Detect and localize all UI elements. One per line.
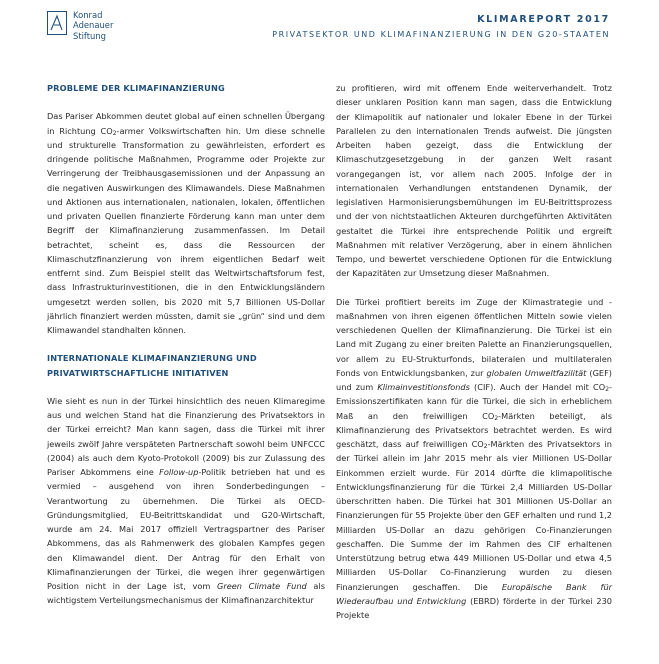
text-run: -armer Volkswirtschaften hin. Um diese schnelle und strukturelle Transformation zu gewährleisten, erfordert es dringende politische Maßnahmen, Programme oder Projekte zur Verringerung der Treibhausgasemissionen und der Anpassung an die negativen Auswirkungen des Klimawandels. Diese Maßnahmen und Aktionen aus internationalen, nationalen, lokalen, öffentlichen und privaten Quellen finanzierte Förderung kann man unter dem Begriff der Klimafinanzierung zusammenfassen. Im Detail betrachtet, scheint es, dass die Ressourcen der Klimaschutzfinanzierung von ihrem eigentlichen Bedarf weit entfernt sind. Zum Beispiel stellt das Weltwirtschaftsforum fest, dass Infrastrukturinvestitionen, die in den Entwicklungsländern umgesetzt werden sollen, bis 2020 mit 5,7 Billionen US-Dollar jährlich finanziert werden müssten, damit sie „grün“ sind und dem Klimawandel standhalten können. — [47, 125, 325, 335]
italic-term: Klimainvestitionsfonds — [377, 382, 470, 392]
italic-term: Follow-up — [159, 467, 199, 477]
text-run: -Märkten des Privatsektors in der Türkei allein im Jahr 2015 mehr als vier Millionen US-Dollar Einkommen erzielt wurde. Für 2014 dürfte die klimapolitische Entwicklungsfinanzierung für die Türkei 2,4 Milliarden US-Dollar überschritten haben. Die Türkei hat 301 Millionen US-Dollar an Finanzierungen für 55 Projekte über den GEF erhalten und rund 1,2 Milliarden US-Dollar an dazu gehörigen Co-Finanzierungen geschaffen. Die Summe der im Rahmen des CIF erhaltenen Unterstützung betrug etwa 449 Millionen US-Dollar und etwa 4,5 Milliarden US-Dollar Co-Finanzierung wurden zu diesen Finanzierungen geschaffen. Die — [336, 439, 612, 592]
text-run: (GEF) und zum — [336, 367, 612, 392]
text-run: (EBRD) förderte in der Türkei 230 Projekte — [336, 595, 612, 620]
logo-wordmark — [73, 10, 113, 41]
section-heading-international — [47, 351, 325, 380]
italic-term: Europäische Bank für Wiederaufbau und Entwicklung — [336, 581, 612, 606]
text-run: Das Pariser Abkommen deutet global auf einen schnellen Übergang in Richtung CO — [47, 111, 325, 136]
paragraph-climate-policy-development: zu profitieren, wird mit offenem Ende weiterverhandelt. Trotz dieser unklaren Position kann man sagen, dass die Entwicklung der Klimapolitik auf nationaler und lokaler Ebene in der Türkei Parallelen zu den internationalen Trends aufweist. Die jüngsten Arbeiten haben gezeigt, dass die Entwicklung der Klimaschutzgesetzgebung in der ganzen Welt rasant vorangegangen ist, vor allem nach 2005. Infolge der in internationalen Verhandlungen entstandenen Dynamik, der legislativen Harmonisierungsbemühungen im EU-Beitrittsprozess und der von nichtstaatlichen Akteuren durchgeführten Aktivitäten gestaltet die Türkei ihre entsprechende Politik und ergreift Maßnahmen mit relativer Verzögerung, aber in einem ähnlichen Tempo, und bewertet verschiedene Optionen für die Entwicklung der Kapazitäten zur Umsetzung dieser Maßnahmen. — [336, 83, 612, 279]
text-run: Die Türkei profitiert bereits im Zuge der Klimastrategie und -maßnahmen von ihren eigenen öffentlichen Mitteln sowie vielen verschiedenen Quellen der Klimafinanzierung. Die Türkei ist ein Land mit Zugang zu einer breiten Palette an Finanzierungsquellen, vor allem zu EU-Strukturfonds, bilateralen und multilateralen Fonds von Entwicklungsbanken, zur — [336, 296, 612, 378]
subscript: 2 — [112, 129, 117, 137]
heading-line: PRIVATWIRTSCHAFTLICHE INITIATIVEN — [47, 367, 229, 378]
italic-term: globalen Umweltfazilität — [486, 367, 587, 378]
foundation-logo — [47, 10, 147, 48]
report-title: KLIMAREPORT 2017 — [477, 14, 610, 25]
section-heading-problems: PROBLEME DER KLIMAFINANZIERUNG — [47, 83, 225, 93]
text-run: (CIF). Auch der Handel mit CO — [469, 382, 606, 392]
subscript: 2 — [494, 414, 499, 422]
subscript: 2 — [605, 386, 610, 393]
paragraph-turkey-climate-regime — [47, 394, 325, 608]
text-run: -Märkten beteiligt, als Klimafinanzierung des Privatsektors betrachtet werden. Es wird geschätzt, dass auf freiwilligen CO — [336, 410, 612, 449]
text-run: -Emissionszertifikaten kann für die Türkei, die sich in erheblichem Maß an den freiwilligen CO — [336, 382, 612, 421]
kas-logo-mark-icon — [47, 11, 67, 35]
logo-line-2: Adenauer — [73, 20, 114, 31]
heading-line: INTERNATIONALE KLIMAFINANZIERUNG UND — [47, 353, 257, 364]
logo-line-1: Konrad — [73, 10, 103, 20]
paragraph-climate-finance-problems — [47, 109, 325, 337]
report-subtitle: PRIVATSEKTOR UND KLIMAFINANZIERUNG IN DEN G20-STAATEN — [272, 30, 610, 39]
left-column — [47, 81, 325, 608]
italic-term: Green Climate Fund — [216, 581, 307, 591]
text-run: -Politik betrieben hat und es vermied – ausgehend von ihren Sonderbedingungen – Verantwortung zu übernehmen. Die Türkei als OECD-Gründungsmitglied, EU-Beitrittskandidat und G20-Wirtschaft, wurde am 24. Mai 2017 offiziell Vertragspartner des Pariser Abkommens, das als Rahmenwerk des globalen Kampfes gegen den Klimawandel dient. Der Antrag für den Erhalt von Klimafinanzierungen der Türkei, die wegen ihrer gegenwärtigen Position nicht in der Lage ist, vom — [47, 467, 325, 591]
logo-line-3: Stiftung — [73, 30, 106, 41]
text-run: als wichtigstem Verteilungsmechanismus der Klimafinanzarchitektur — [47, 581, 325, 606]
right-column — [336, 81, 612, 622]
subscript: 2 — [483, 443, 488, 450]
text-run: Wie sieht es nun in der Türkei hinsichtlich des neuen Klimaregime aus und welchen Stand hat die Finanzierung des Privatsektors in der Türkei erreicht? Man kann sagen, dass die Türkei mit ihrer jeweils zwölf Jahre verspäteten Partnerschaft sowohl beim UNFCCC (2004) als auch dem Kyoto-Protokoll (2009) bis zur Zulassung des Pariser Abkommens eine — [47, 395, 325, 477]
paragraph-finance-sources — [336, 295, 612, 623]
